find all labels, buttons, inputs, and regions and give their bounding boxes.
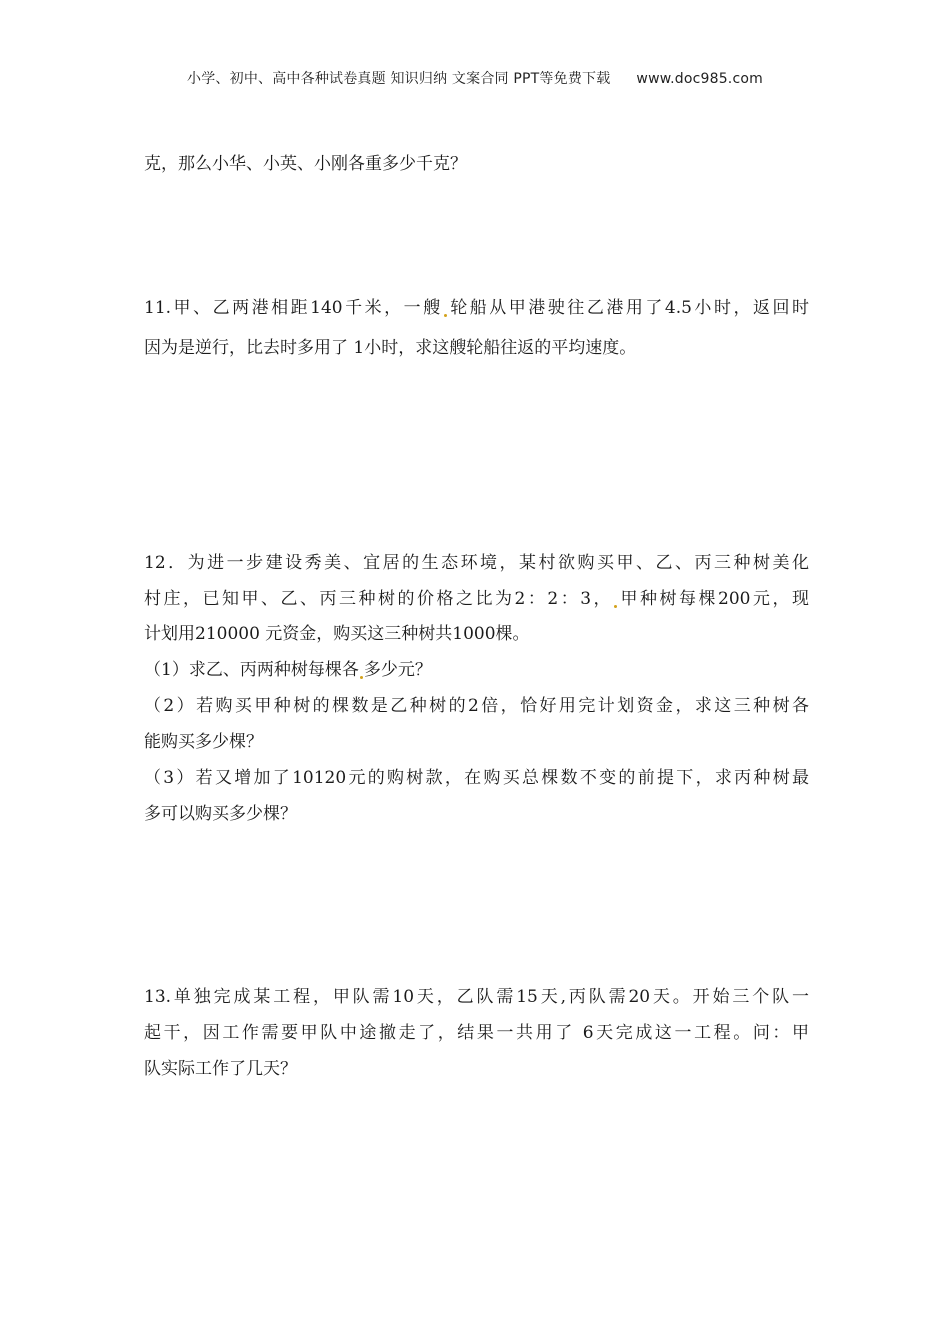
q13-line-1: 13.单独完成某工程，甲队需10天，乙队需15天,丙队需20天。开始三个队一 xyxy=(144,987,809,1007)
q12-line-2a: 村庄，已知甲、乙、丙三种树的价格之比为2：2：3， xyxy=(144,589,614,609)
q12-sub-1a: （1）求乙、丙两种树每棵各 xyxy=(144,660,359,680)
header-site: www.doc985.com xyxy=(636,71,763,87)
q10-tail: 克，那么小华、小英、小刚各重多少千克？ xyxy=(144,154,467,174)
q12-sub-3-line-2: 多可以购买多少棵？ xyxy=(144,804,297,824)
q13-line-3: 队实际工作了几天？ xyxy=(144,1059,297,1079)
header-text: 小学、初中、高中各种试卷真题 知识归纳 文案合同 PPT等免费下载 xyxy=(187,71,611,87)
q12-line-1: 12．为进一步建设秀美、宜居的生态环境，某村欲购买甲、乙、丙三种树美化 xyxy=(144,553,809,573)
q12-line-3: 计划用210000 元资金，购买这三种树共1000棵。 xyxy=(144,624,530,644)
q12-sub-2-line-1: （2）若购买甲种树的棵数是乙种树的2倍，恰好用完计划资金，求这三种树各 xyxy=(144,696,809,716)
q12-line-2 xyxy=(144,588,809,610)
q12-sub-1b: 多少元？ xyxy=(363,660,432,680)
annotation-dot-icon xyxy=(614,605,617,608)
q11-line-1 xyxy=(144,297,809,319)
q11-line-1a: 11.甲、乙两港相距140千米，一艘 xyxy=(144,298,443,318)
q12-sub-2-line-2: 能购买多少棵？ xyxy=(144,732,263,752)
q11-line-1b: 轮船从甲港驶往乙港用了4.5小时，返回时 xyxy=(447,298,810,318)
annotation-dot-icon xyxy=(360,676,363,679)
q12-line-2b: 甲种树每棵200元，现 xyxy=(618,589,809,609)
q13-line-2: 起干，因工作需要甲队中途撤走了，结果一共用了 6天完成这一工程。问：甲 xyxy=(144,1023,809,1043)
page-header xyxy=(0,68,950,88)
q11-line-2: 因为是逆行，比去时多用了 1小时，求这艘轮船往返的平均速度。 xyxy=(144,338,637,358)
q12-sub-1 xyxy=(144,659,809,681)
q12-sub-3-line-1: （3）若又增加了10120元的购树款，在购买总棵数不变的前提下，求丙种树最 xyxy=(144,768,809,788)
annotation-dot-icon xyxy=(444,314,447,317)
